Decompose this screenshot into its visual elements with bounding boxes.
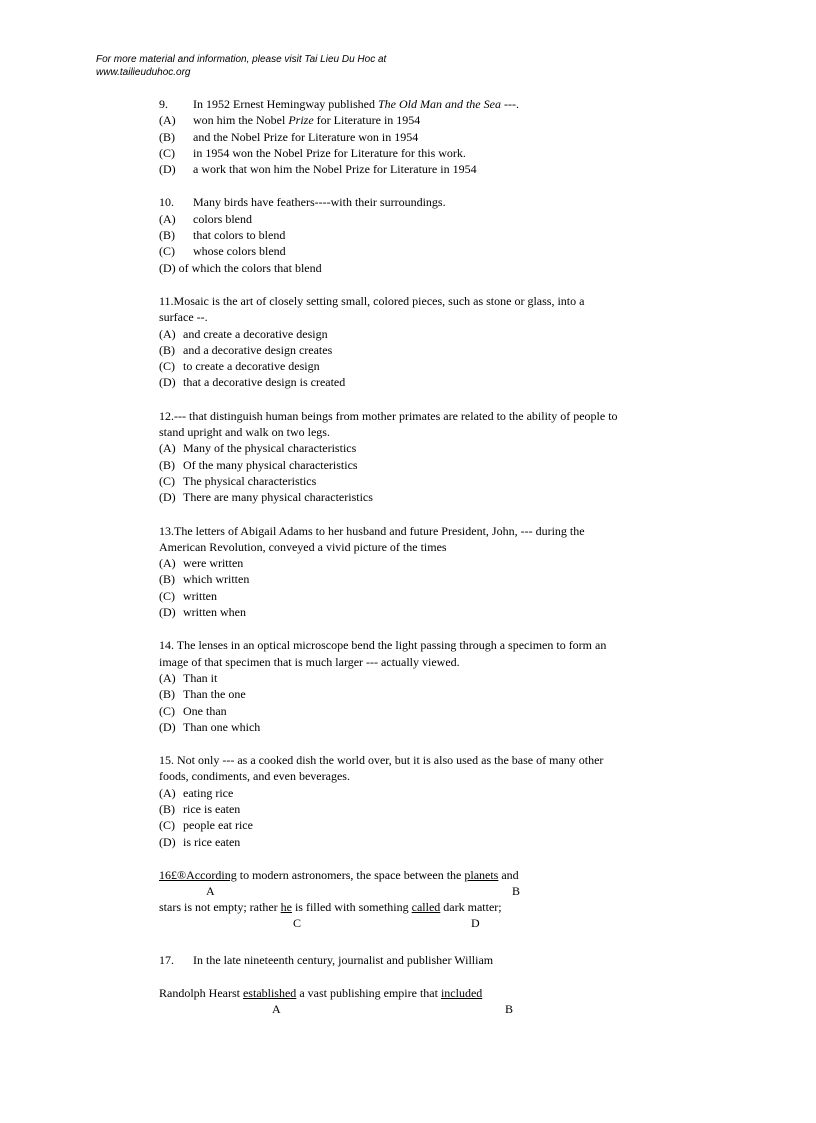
- option-label: (A): [159, 441, 176, 456]
- option-label: (B): [159, 572, 175, 587]
- question-number: 10.: [159, 195, 174, 210]
- option-label: (D): [159, 834, 176, 849]
- option-text: and the Nobel Prize for Literature won in 1954: [193, 129, 419, 144]
- error-sentence-line-1: [159, 985, 482, 1001]
- option-text: people eat rice: [183, 818, 253, 833]
- option-text: a work that won him the Nobel Prize for Literature in 1954: [193, 162, 477, 177]
- option-label: (A): [159, 326, 176, 341]
- question-12: [159, 408, 719, 506]
- option-c[interactable]: [159, 473, 719, 489]
- option-label: (D): [159, 375, 176, 390]
- sentence-text: a vast publishing empire that: [296, 985, 441, 1000]
- question-stem: 15. Not only --- as a cooked dish the world over, but it is also used as the base of many other: [159, 753, 604, 768]
- option-label: (B): [159, 687, 175, 702]
- option-text: and create a decorative design: [183, 326, 328, 341]
- option-text: rice is eaten: [183, 801, 241, 816]
- question-11: [159, 293, 719, 391]
- option-a[interactable]: [159, 670, 719, 686]
- sentence-text: is filled with something: [291, 899, 412, 914]
- sentence-text: stars is not empty; rather: [159, 899, 281, 914]
- question-stem: 14. The lenses in an optical microscope bend the light passing through a specimen to form an: [159, 638, 607, 653]
- option-text: One than: [183, 703, 227, 718]
- stem-text: In the late nineteenth century, journalist and publisher William: [193, 952, 494, 967]
- option-text: Than the one: [183, 687, 246, 702]
- book-title: The Old Man and the Sea: [377, 97, 501, 111]
- option-label: (C): [159, 473, 175, 488]
- option-a[interactable]: [159, 326, 719, 342]
- option-label: (A): [159, 556, 176, 571]
- option-d[interactable]: [159, 161, 719, 177]
- option-label: (A): [159, 785, 176, 800]
- question-13: [159, 523, 719, 621]
- option-text: There are many physical characteristics: [183, 490, 373, 505]
- header-website: www.tailieuduhoc.org: [96, 67, 191, 78]
- stem-text: In 1952 Ernest Hemingway published: [193, 97, 378, 111]
- option-d[interactable]: [159, 604, 719, 620]
- option-c[interactable]: [159, 243, 719, 259]
- question-stem: [159, 194, 719, 210]
- option-label: (D): [159, 605, 176, 620]
- option-c[interactable]: [159, 703, 719, 719]
- option-label: (D): [159, 162, 176, 177]
- option-text: to create a decorative design: [183, 359, 320, 374]
- question-14: [159, 637, 719, 735]
- option-text: The physical characteristics: [183, 473, 317, 488]
- question-stem-continued: American Revolution, conveyed a vivid picture of the times: [159, 539, 447, 554]
- question-stem: 11.Mosaic is the art of closely setting small, colored pieces, such as stone or glass, into a: [159, 293, 585, 308]
- option-d[interactable]: [159, 834, 719, 850]
- option-b[interactable]: [159, 457, 719, 473]
- underlined-option-d[interactable]: called: [411, 899, 441, 914]
- sentence-text: to modern astronomers, the space between the: [236, 867, 465, 882]
- option-text: is rice eaten: [183, 834, 241, 849]
- option-a[interactable]: [159, 211, 719, 227]
- option-c[interactable]: [159, 145, 719, 161]
- option-a[interactable]: [159, 785, 719, 801]
- question-sheet: [159, 96, 719, 1016]
- option-text: Than one which: [183, 719, 261, 734]
- underlined-option-c[interactable]: he: [280, 899, 292, 914]
- option-label: (C): [159, 244, 175, 259]
- option-b[interactable]: [159, 227, 719, 243]
- option-label: (A): [159, 211, 176, 226]
- option-label: (C): [159, 588, 175, 603]
- option-label: (A): [159, 670, 176, 685]
- question-9: [159, 96, 719, 177]
- option-text: Many of the physical characteristics: [183, 441, 357, 456]
- option-text: colors blend: [193, 211, 252, 226]
- mark-b: B: [512, 883, 521, 898]
- option-italic-text: Prize: [288, 113, 314, 128]
- mark-d: D: [471, 915, 480, 930]
- option-text: eating rice: [183, 785, 234, 800]
- question-stem-continued: surface --.: [159, 310, 208, 325]
- option-c[interactable]: [159, 817, 719, 833]
- option-text: which written: [183, 572, 250, 587]
- underlined-option-a[interactable]: established: [242, 985, 297, 1000]
- underlined-option-b[interactable]: included: [440, 985, 483, 1000]
- stem-blank: ---.: [500, 97, 519, 111]
- option-d[interactable]: [159, 489, 719, 505]
- option-text: written when: [183, 605, 246, 620]
- option-text: in 1954 won the Nobel Prize for Literature for this work.: [193, 145, 466, 160]
- option-b[interactable]: [159, 571, 719, 587]
- page-header: [96, 53, 386, 79]
- option-text: won him the Nobel: [193, 113, 289, 128]
- error-sentence-line-2: [159, 899, 502, 915]
- option-a[interactable]: [159, 440, 719, 456]
- mark-c: C: [293, 915, 302, 930]
- question-stem: [159, 952, 493, 968]
- option-text: that a decorative design is created: [183, 375, 346, 390]
- option-text: written: [183, 588, 217, 603]
- question-number: 9.: [159, 97, 168, 111]
- option-label: (D): [159, 490, 176, 505]
- option-d[interactable]: [159, 374, 719, 390]
- option-text: whose colors blend: [193, 244, 286, 259]
- question-15: [159, 752, 719, 850]
- option-label: (C): [159, 818, 175, 833]
- sentence-text: Randolph Hearst: [159, 985, 243, 1000]
- mark-a: A: [272, 1001, 281, 1016]
- option-a[interactable]: [159, 112, 719, 128]
- option-label: (C): [159, 145, 175, 160]
- question-stem: 13.The letters of Abigail Adams to her husband and future President, John, --- during the: [159, 523, 585, 538]
- question-17: [159, 952, 719, 1016]
- question-stem: [159, 96, 719, 112]
- question-stem-continued: stand upright and walk on two legs.: [159, 425, 330, 440]
- question-number: 17.: [159, 952, 174, 967]
- option-text: Of the many physical characteristics: [183, 457, 358, 472]
- option-text: (D) of which the colors that blend: [159, 260, 322, 275]
- underlined-option-a[interactable]: 16£®According: [159, 867, 237, 882]
- option-text: for Literature in 1954: [313, 113, 421, 128]
- option-text: Than it: [183, 670, 218, 685]
- question-16: [159, 867, 719, 932]
- sentence-text: and: [498, 867, 519, 882]
- underlined-option-b[interactable]: planets: [464, 867, 499, 882]
- option-c[interactable]: [159, 358, 719, 374]
- option-d[interactable]: [159, 719, 719, 735]
- mark-a: A: [206, 883, 215, 898]
- option-label: (A): [159, 113, 176, 128]
- option-text: were written: [183, 556, 244, 571]
- option-c[interactable]: [159, 588, 719, 604]
- option-label: (B): [159, 129, 175, 144]
- option-text: and a decorative design creates: [183, 342, 333, 357]
- option-a[interactable]: [159, 555, 719, 571]
- header-line-1: For more material and information, please visit Tai Lieu Du Hoc at: [96, 54, 387, 65]
- option-label: (D): [159, 719, 176, 734]
- option-label: (B): [159, 457, 175, 472]
- option-label: (B): [159, 801, 175, 816]
- option-b[interactable]: [159, 686, 719, 702]
- option-b[interactable]: [159, 342, 719, 358]
- mark-b: B: [505, 1001, 514, 1016]
- option-label: (C): [159, 359, 175, 374]
- option-text: that colors to blend: [193, 228, 286, 243]
- option-label: (B): [159, 228, 175, 243]
- question-10: [159, 194, 719, 275]
- question-stem-continued: foods, condiments, and even beverages.: [159, 769, 350, 784]
- option-b[interactable]: [159, 801, 719, 817]
- option-label: (C): [159, 703, 175, 718]
- error-sentence-line-1: [159, 867, 519, 883]
- sentence-text: dark matter;: [440, 899, 502, 914]
- option-label: (B): [159, 342, 175, 357]
- stem-text: Many birds have feathers----with their surroundings.: [193, 195, 446, 210]
- option-d[interactable]: [159, 260, 719, 276]
- option-b[interactable]: [159, 129, 719, 145]
- question-stem-continued: image of that specimen that is much larger --- actually viewed.: [159, 654, 460, 669]
- question-stem: 12.--- that distinguish human beings from mother primates are related to the ability of people to: [159, 408, 618, 423]
